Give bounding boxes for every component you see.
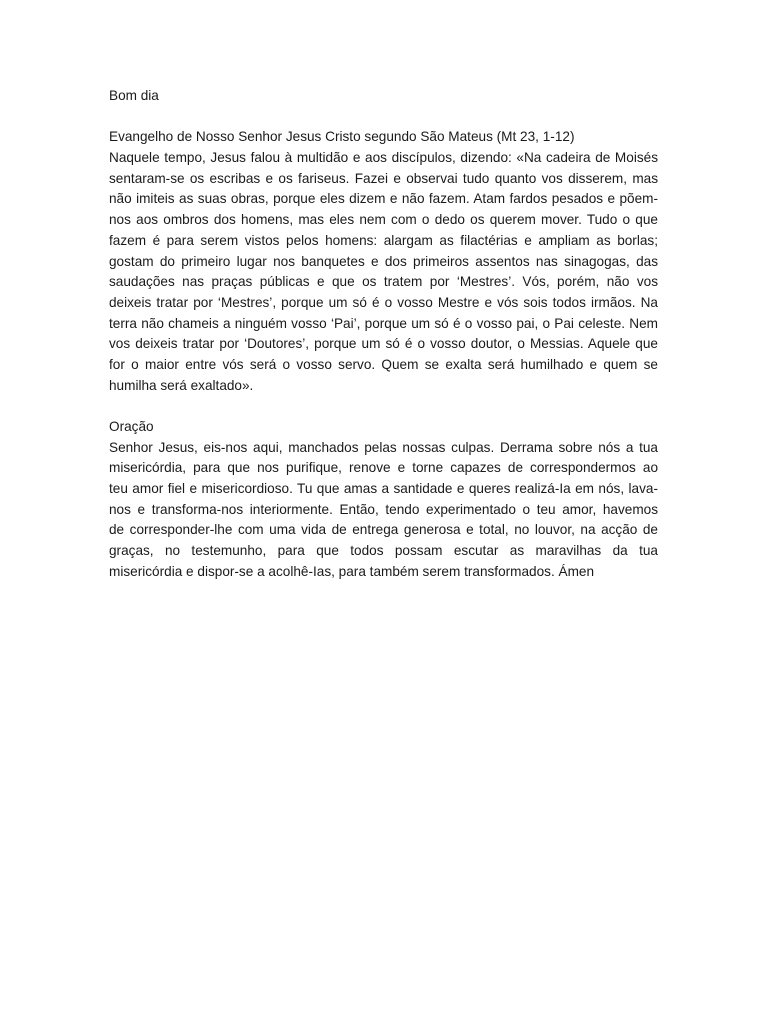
paragraph-spacer [109, 107, 658, 128]
gospel-line: não imiteis as suas obras, porque eles dizem e não fazem. Atam fardos pesados e põem- [109, 191, 658, 207]
prayer-line: Senhor Jesus, eis-nos aqui, manchados pelas nossas culpas. Derrama sobre nós a tua [109, 439, 658, 455]
prayer-line: teu amor fiel e misericordioso. Tu que amas a santidade e queres realizá-Ia em nós, lava- [109, 481, 658, 497]
prayer-line: misericórdia e dispor-se a acolhê-Ias, para também serem transformados. Ámen [109, 563, 595, 579]
prayer-line: de corresponder-lhe com uma vida de entrega generosa e total, no louvor, na acção de [109, 522, 658, 538]
gospel-line: nos aos ombros dos homens, mas eles nem com o dedo os querem mover. Tudo o que [109, 212, 658, 228]
document-body [109, 86, 658, 583]
gospel-line: gostam do primeiro lugar nos banquetes e dos primeiros assentos nas sinagogas, das [109, 253, 658, 269]
gospel-line: sentaram-se os escribas e os fariseus. Fazei e observai tudo quanto vos disserem, mas [109, 170, 658, 186]
prayer-title: Oração [109, 419, 154, 434]
gospel-line: for o maior entre vós será o vosso servo. Quem se exalta será humilhado e quem se [109, 356, 658, 372]
greeting: Bom dia [109, 88, 159, 103]
gospel-line: deixeis tratar por ‘Mestres’, porque um só é o vosso Mestre e vós sois todos irmãos. Na [109, 294, 658, 310]
gospel-line: vos deixeis tratar por ‘Doutores’, porque um só é o vosso doutor, o Messias. Aquele que [109, 336, 658, 352]
prayer-line: graças, no testemunho, para que todos possam escutar as maravilhas da tua [109, 543, 658, 559]
gospel-line: humilha será exaltado». [109, 377, 254, 393]
gospel-line: saudações nas praças públicas e que os tratem por ‘Mestres’. Vós, porém, não vos [109, 274, 658, 290]
prayer-line: nos e transforma-nos interiormente. Então, tendo experimentado o teu amor, havemos [109, 501, 658, 517]
prayer-line: misericórdia, para que nos purifique, renove e torne capazes de correspondermos ao [109, 460, 658, 476]
gospel-title: Evangelho de Nosso Senhor Jesus Cristo segundo São Mateus (Mt 23, 1-12) [109, 129, 575, 145]
paragraph-spacer [109, 396, 658, 417]
gospel-line: Naquele tempo, Jesus falou à multidão e aos discípulos, dizendo: «Na cadeira de Moisés [109, 150, 658, 166]
gospel-line: fazem é para serem vistos pelos homens: alargam as filactérias e ampliam as borlas; [109, 232, 658, 248]
gospel-line: terra não chameis a ninguém vosso ‘Pai’, porque um só é o vosso pai, o Pai celeste. Nem [109, 315, 658, 331]
